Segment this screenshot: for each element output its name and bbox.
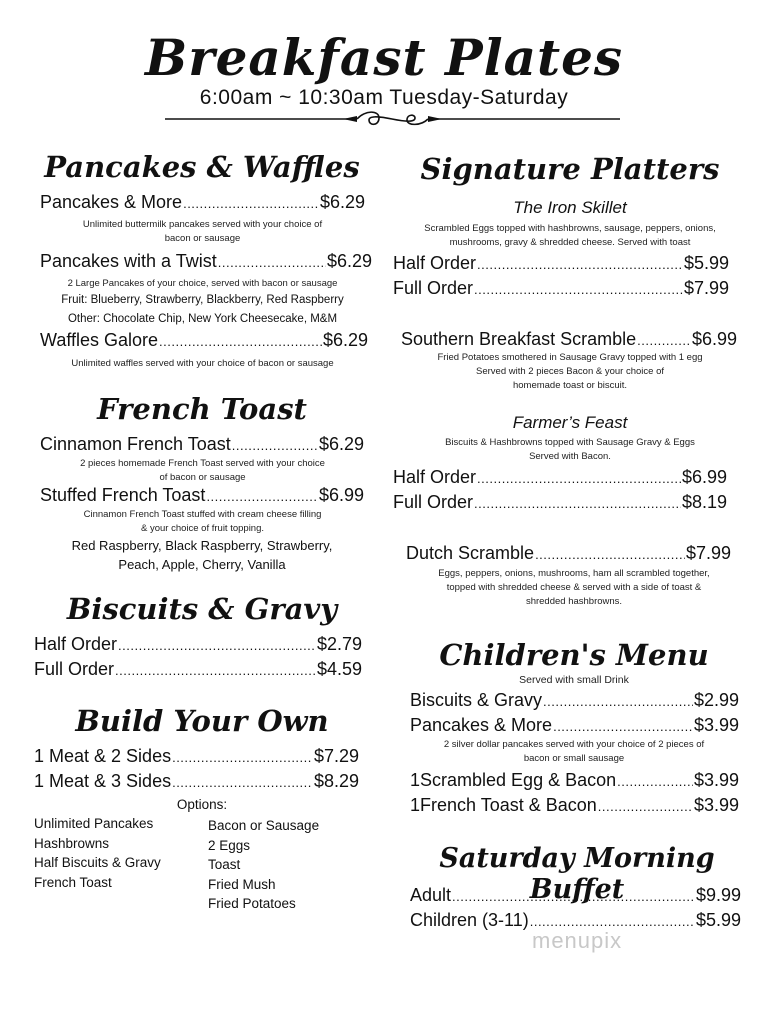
item-description: homemade toast or biscuit. [512, 380, 628, 391]
menu-item [406, 543, 731, 564]
item-name: Stuffed French Toast [40, 485, 206, 505]
item-description: 2 pieces homemade French Toast served with your choice [80, 458, 325, 469]
menu-hours: 6:00am ~ 10:30am Tuesday-Saturday [199, 86, 569, 109]
item-description: & your choice of fruit topping. [140, 523, 265, 534]
option-item: Fried Potatoes [208, 896, 296, 911]
item-name: Half Order [393, 253, 477, 273]
item-name: 1 Meat & 3 Sides [34, 771, 172, 791]
section-build-your-own [34, 704, 370, 738]
ornament-divider [165, 108, 620, 130]
item-name: Full Order [393, 492, 474, 512]
item-name: Adult [410, 885, 452, 905]
option-item: Toast [208, 857, 241, 872]
item-price: $6.29 [318, 434, 364, 454]
item-name: Biscuits & Gravy [410, 690, 543, 710]
options-right-list [208, 816, 368, 914]
menu-item [410, 690, 739, 711]
menu-item [410, 885, 741, 906]
watermark: menupix [532, 928, 623, 953]
item-price: $7.99 [685, 543, 731, 563]
item-name: Cinnamon French Toast [40, 434, 231, 454]
section-title: French Toast [97, 392, 307, 426]
item-name: Half Order [393, 467, 477, 487]
subsection-title: The Iron Skillet [513, 198, 627, 217]
item-price: $5.99 [695, 910, 741, 930]
item-name: Dutch Scramble [406, 543, 535, 563]
item-options: Fruit: Blueberry, Strawberry, Blackberry, Red Raspberry [61, 294, 344, 306]
fruit-options: Peach, Apple, Cherry, Vanilla [118, 557, 286, 572]
section-title: Pancakes & Waffles [44, 150, 360, 184]
item-name: Southern Breakfast Scramble [401, 329, 637, 349]
item-name: Half Order [34, 634, 118, 654]
item-name: 1Scrambled Egg & Bacon [410, 770, 617, 790]
item-name: Pancakes with a Twist [40, 251, 217, 271]
item-price: $6.29 [326, 251, 372, 271]
item-name: 1French Toast & Bacon [410, 795, 597, 815]
item-description: 2 silver dollar pancakes served with your choice of 2 pieces of [443, 739, 705, 750]
item-description: Fried Potatoes smothered in Sausage Gravy topped with 1 egg [437, 352, 703, 363]
item-name: Waffles Galore [40, 330, 159, 350]
option-item: Unlimited Pancakes [34, 816, 154, 831]
item-price: $2.99 [693, 690, 739, 710]
menu-item [40, 330, 368, 351]
menu-item [40, 485, 364, 506]
item-price: $3.99 [693, 795, 739, 815]
option-item: French Toast [34, 874, 112, 890]
section-title: Saturday Morning Buffet [439, 843, 715, 905]
children-note: Served with small Drink [519, 674, 629, 686]
item-description: topped with shredded cheese & served with a side of toast & [446, 582, 702, 593]
item-description: shredded hashbrowns. [525, 596, 623, 607]
section-pancakes-waffles [34, 150, 370, 184]
item-name: 1 Meat & 2 Sides [34, 746, 172, 766]
item-price: $9.99 [695, 885, 741, 905]
menu-item [410, 795, 739, 816]
item-description: bacon or small sausage [523, 753, 625, 764]
menu-item [410, 770, 739, 791]
menu-item [393, 492, 727, 513]
menu-item [40, 192, 365, 213]
menu-title: Breakfast Plates [144, 28, 624, 87]
item-description: mushrooms, gravy & shredded cheese. Served with toast [449, 237, 691, 248]
item-price: $8.29 [313, 771, 359, 791]
option-item: Half Biscuits & Gravy [34, 855, 161, 870]
item-price: $6.29 [322, 330, 368, 350]
item-description: 2 Large Pancakes of your choice, served with bacon or sausage [67, 278, 338, 289]
section-title: Build Your Own [75, 704, 329, 738]
item-price: $6.99 [318, 485, 364, 505]
item-price: $6.99 [691, 329, 737, 349]
item-description: Served with Bacon. [529, 451, 611, 462]
item-description: bacon or sausage [164, 233, 241, 244]
section-title: Signature Platters [420, 152, 720, 186]
item-price: $5.99 [683, 253, 729, 273]
item-price: $6.29 [319, 192, 365, 212]
item-price: $4.59 [316, 659, 362, 679]
menu-item [393, 278, 729, 299]
options-left-list [34, 814, 204, 892]
item-name: Full Order [34, 659, 115, 679]
menu-item [401, 329, 737, 350]
menu-item [34, 746, 359, 767]
item-price: $3.99 [693, 770, 739, 790]
item-description: Served with 2 pieces Bacon & your choice of [476, 366, 664, 377]
options-label: Options: [176, 797, 228, 812]
item-price: $2.79 [316, 634, 362, 654]
section-childrens-menu [392, 638, 756, 672]
menu-item [34, 659, 362, 680]
menu-item [40, 251, 372, 272]
option-item: Bacon or Sausage [208, 818, 320, 833]
menu-item [410, 715, 739, 736]
item-description: Scrambled Eggs topped with hashbrowns, sausage, peppers, onions, [424, 223, 716, 234]
option-item: 2 Eggs [208, 837, 251, 853]
item-description: Biscuits & Hashbrowns topped with Sausage Gravy & Eggs [445, 437, 695, 448]
item-description: Cinnamon French Toast stuffed with cream cheese filling [83, 509, 322, 520]
option-item: Hashbrowns [34, 835, 110, 851]
item-description: Unlimited waffles served with your choice of bacon or sausage [71, 358, 334, 369]
item-description: of bacon or sausage [159, 472, 246, 483]
item-description: Eggs, peppers, onions, mushrooms, ham all scrambled together, [438, 568, 710, 579]
section-biscuits-gravy [34, 592, 370, 626]
section-signature-platters [392, 152, 748, 186]
item-price: $6.99 [681, 467, 727, 487]
menu-item [34, 634, 362, 655]
subsection-title: Farmer’s Feast [512, 413, 628, 432]
menu-item [393, 253, 729, 274]
item-price: $3.99 [693, 715, 739, 735]
item-price: $7.99 [683, 278, 729, 298]
item-name: Children (3-11) [410, 910, 529, 930]
item-name: Pancakes & More [40, 192, 183, 212]
item-name: Full Order [393, 278, 474, 298]
menu-item [34, 771, 359, 792]
section-title: Biscuits & Gravy [66, 592, 338, 626]
item-description: Unlimited buttermilk pancakes served with your choice of [82, 219, 323, 230]
item-options: Other: Chocolate Chip, New York Cheesecake, M&M [67, 313, 338, 325]
item-price: $8.19 [681, 492, 727, 512]
menu-item [393, 467, 727, 488]
fruit-options: Red Raspberry, Black Raspberry, Strawberry, [71, 538, 333, 553]
section-title: Children's Menu [439, 638, 709, 672]
section-french-toast [34, 392, 370, 426]
menu-item [40, 434, 364, 455]
item-price: $7.29 [313, 746, 359, 766]
item-name: Pancakes & More [410, 715, 553, 735]
option-item: Fried Mush [208, 876, 276, 892]
